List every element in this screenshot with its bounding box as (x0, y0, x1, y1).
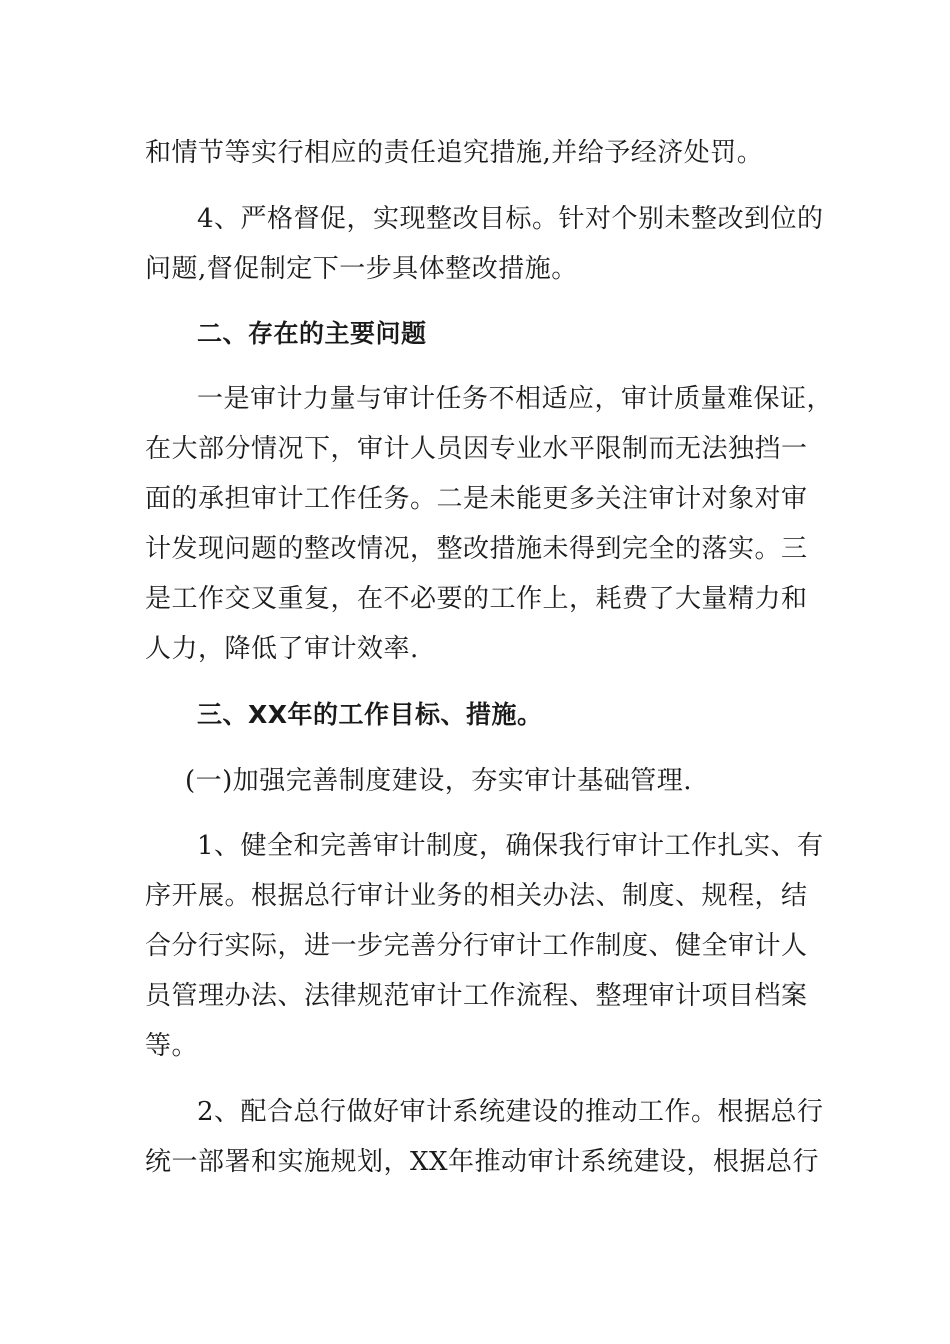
paragraph-line: 4、严格督促，实现整改目标。针对个别未整改到位的 (197, 204, 824, 234)
paragraph-line: 在大部分情况下，审计人员因专业水平限制而无法独挡一 (145, 434, 808, 464)
paragraph-line: 面的承担审计工作任务。二是未能更多关注审计对象对审 (145, 484, 808, 514)
subsection-heading: (一)加强完善制度建设，夯实审计基础管理. (185, 766, 693, 796)
paragraph-line: 1、健全和完善审计制度，确保我行审计工作扎实、有 (197, 831, 824, 861)
paragraph-line: 统一部署和实施规划，XX年推动审计系统建设，根据总行 (145, 1147, 820, 1177)
paragraph-line: 2、配合总行做好审计系统建设的推动工作。根据总行 (197, 1097, 824, 1127)
paragraph-line: 一是审计力量与审计任务不相适应，审计质量难保证， (197, 384, 834, 414)
paragraph-line: 问题,督促制定下一步具体整改措施。 (145, 254, 578, 284)
section-heading: 三、XX年的工作目标、措施。 (197, 700, 543, 729)
paragraph-line: 和情节等实行相应的责任追究措施,并给予经济处罚。 (145, 138, 764, 168)
paragraph-line: 员管理办法、法律规范审计工作流程、整理审计项目档案 (145, 981, 808, 1011)
paragraph-line: 序开展。根据总行审计业务的相关办法、制度、规程，结 (145, 881, 808, 911)
section-heading: 二、存在的主要问题 (197, 319, 427, 348)
paragraph-line: 计发现问题的整改情况，整改措施未得到完全的落实。三 (145, 534, 808, 564)
paragraph-line: 人力，降低了审计效率. (145, 634, 419, 664)
paragraph-line: 等。 (145, 1031, 199, 1061)
paragraph-line: 是工作交叉重复，在不必要的工作上，耗费了大量精力和 (145, 584, 808, 614)
paragraph-line: 合分行实际，进一步完善分行审计工作制度、健全审计人 (145, 931, 808, 961)
